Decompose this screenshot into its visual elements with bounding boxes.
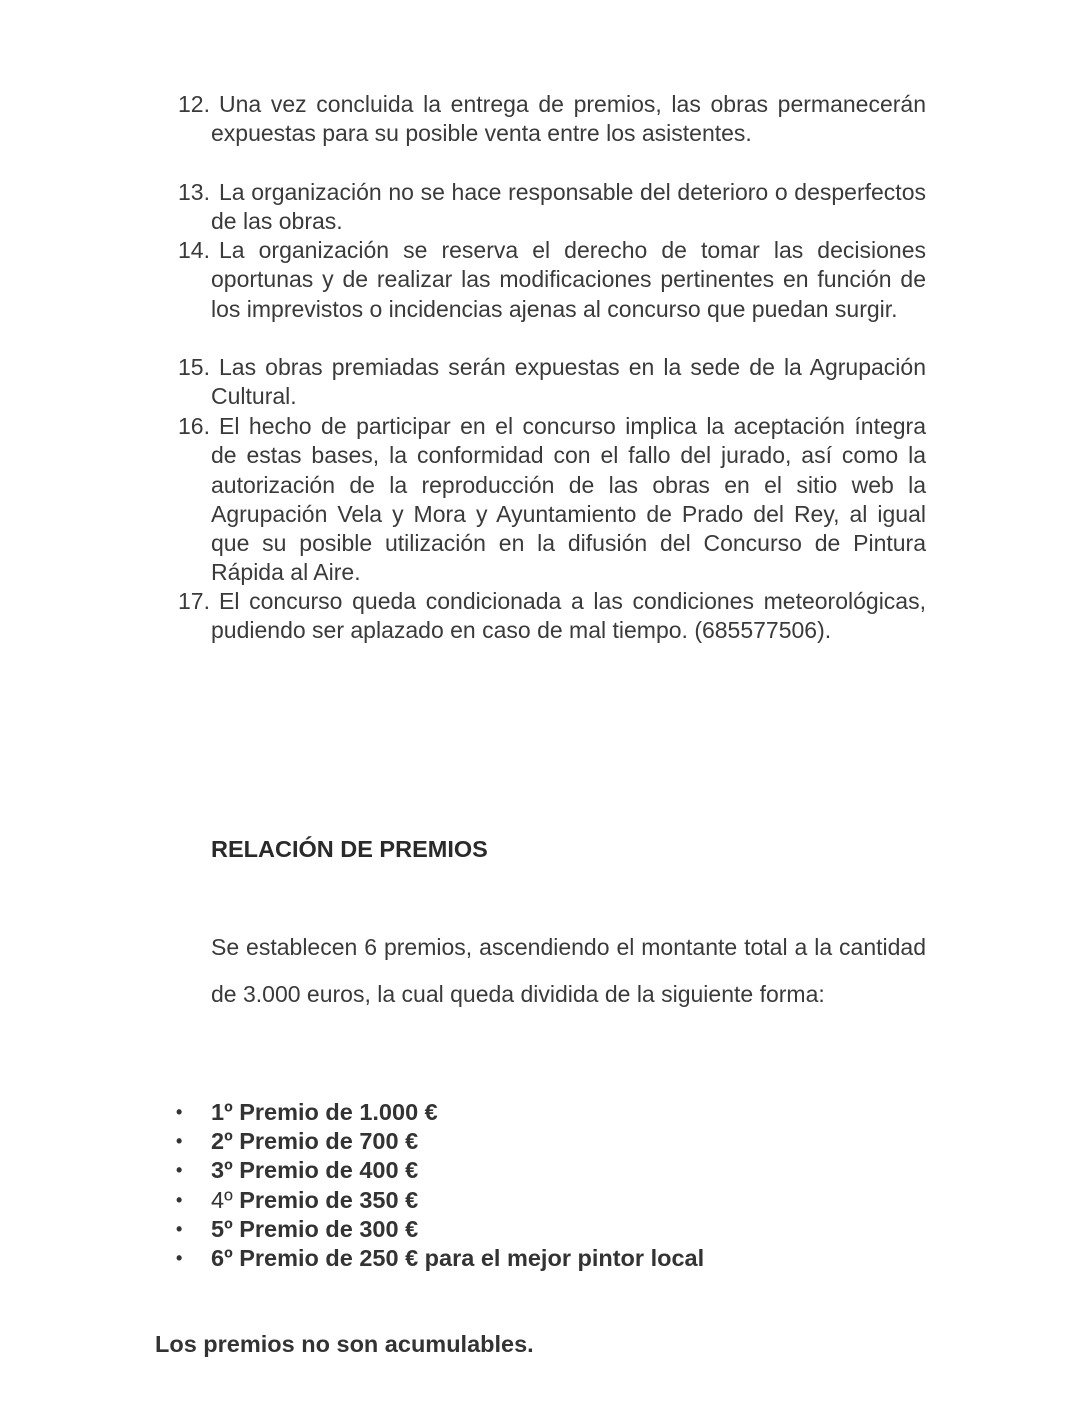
prize-text: Premio de 300 € bbox=[239, 1215, 419, 1242]
bullet-icon: • bbox=[176, 1189, 183, 1210]
prize-text: Premio de 1.000 € bbox=[239, 1099, 438, 1125]
rule-text: El hecho de participar en el concurso implica la aceptación íntegra de estas bases, la conformidad con el fallo del jurado, así como la autorización de la reproducción de las obras en el sitio web la Agrupación Vela y Mora y Ayuntamiento de Prado del Rey, al igual que su posible utilización en la difusión del Concurso de Pintura Rápida al Aire. bbox=[211, 413, 926, 586]
bullet-icon: • bbox=[176, 1102, 183, 1122]
rule-number: 16. bbox=[178, 413, 210, 439]
rule-item-12 bbox=[178, 90, 926, 149]
closing-note: Los premios no son acumulables. bbox=[155, 1331, 534, 1357]
prize-text: Premio de 400 € bbox=[239, 1157, 419, 1184]
rule-number: 17. bbox=[178, 588, 210, 614]
rule-number: 15. bbox=[178, 354, 210, 380]
prize-ordinal: 4º bbox=[211, 1186, 233, 1213]
bullet-icon: • bbox=[176, 1218, 183, 1239]
prize-ordinal: 3º bbox=[211, 1157, 233, 1184]
bullet-icon: • bbox=[176, 1247, 183, 1268]
rule-item-13 bbox=[178, 178, 926, 237]
prize-ordinal: 5º bbox=[211, 1215, 233, 1242]
rule-text: El concurso queda condicionada a las condiciones meteorológicas, pudiendo ser aplazado en caso de mal tiempo. (685577506). bbox=[211, 588, 926, 644]
rule-item-14 bbox=[178, 236, 926, 324]
rule-text: Una vez concluida la entrega de premios, las obras permanecerán expuestas para su posible venta entre los asistentes. bbox=[211, 91, 926, 147]
prize-ordinal: 1º bbox=[211, 1099, 233, 1125]
rule-number: 12. bbox=[178, 91, 210, 117]
prize-ordinal: 2º bbox=[211, 1128, 233, 1155]
rule-number: 13. bbox=[178, 179, 210, 205]
prize-text: Premio de 250 € para el mejor pintor local bbox=[239, 1244, 705, 1271]
rule-text: Las obras premiadas serán expuestas en la sede de la Agrupación Cultural. bbox=[211, 354, 926, 410]
rule-item-17 bbox=[178, 587, 926, 646]
prize-text: Premio de 350 € bbox=[239, 1186, 419, 1213]
rule-text: La organización no se hace responsable del deterioro o desperfectos de las obras. bbox=[211, 179, 926, 235]
prize-ordinal: 6º bbox=[211, 1244, 233, 1271]
prize-text: Premio de 700 € bbox=[239, 1128, 419, 1155]
section-heading: RELACIÓN DE PREMIOS bbox=[211, 836, 488, 862]
bullet-icon: • bbox=[176, 1131, 183, 1152]
bullet-icon: • bbox=[176, 1160, 183, 1181]
rule-item-15 bbox=[178, 353, 926, 412]
intro-paragraph: Se establecen 6 premios, ascendiendo el montante total a la cantidad de 3.000 euros, la cual queda dividida de la siguiente forma: bbox=[211, 934, 926, 1007]
rule-item-16 bbox=[178, 412, 926, 588]
rule-text: La organización se reserva el derecho de tomar las decisiones oportunas y de realizar las modificaciones pertinentes en función de los imprevistos o incidencias ajenas al concurso que puedan surgir. bbox=[211, 237, 926, 322]
rule-number: 14. bbox=[178, 237, 210, 263]
